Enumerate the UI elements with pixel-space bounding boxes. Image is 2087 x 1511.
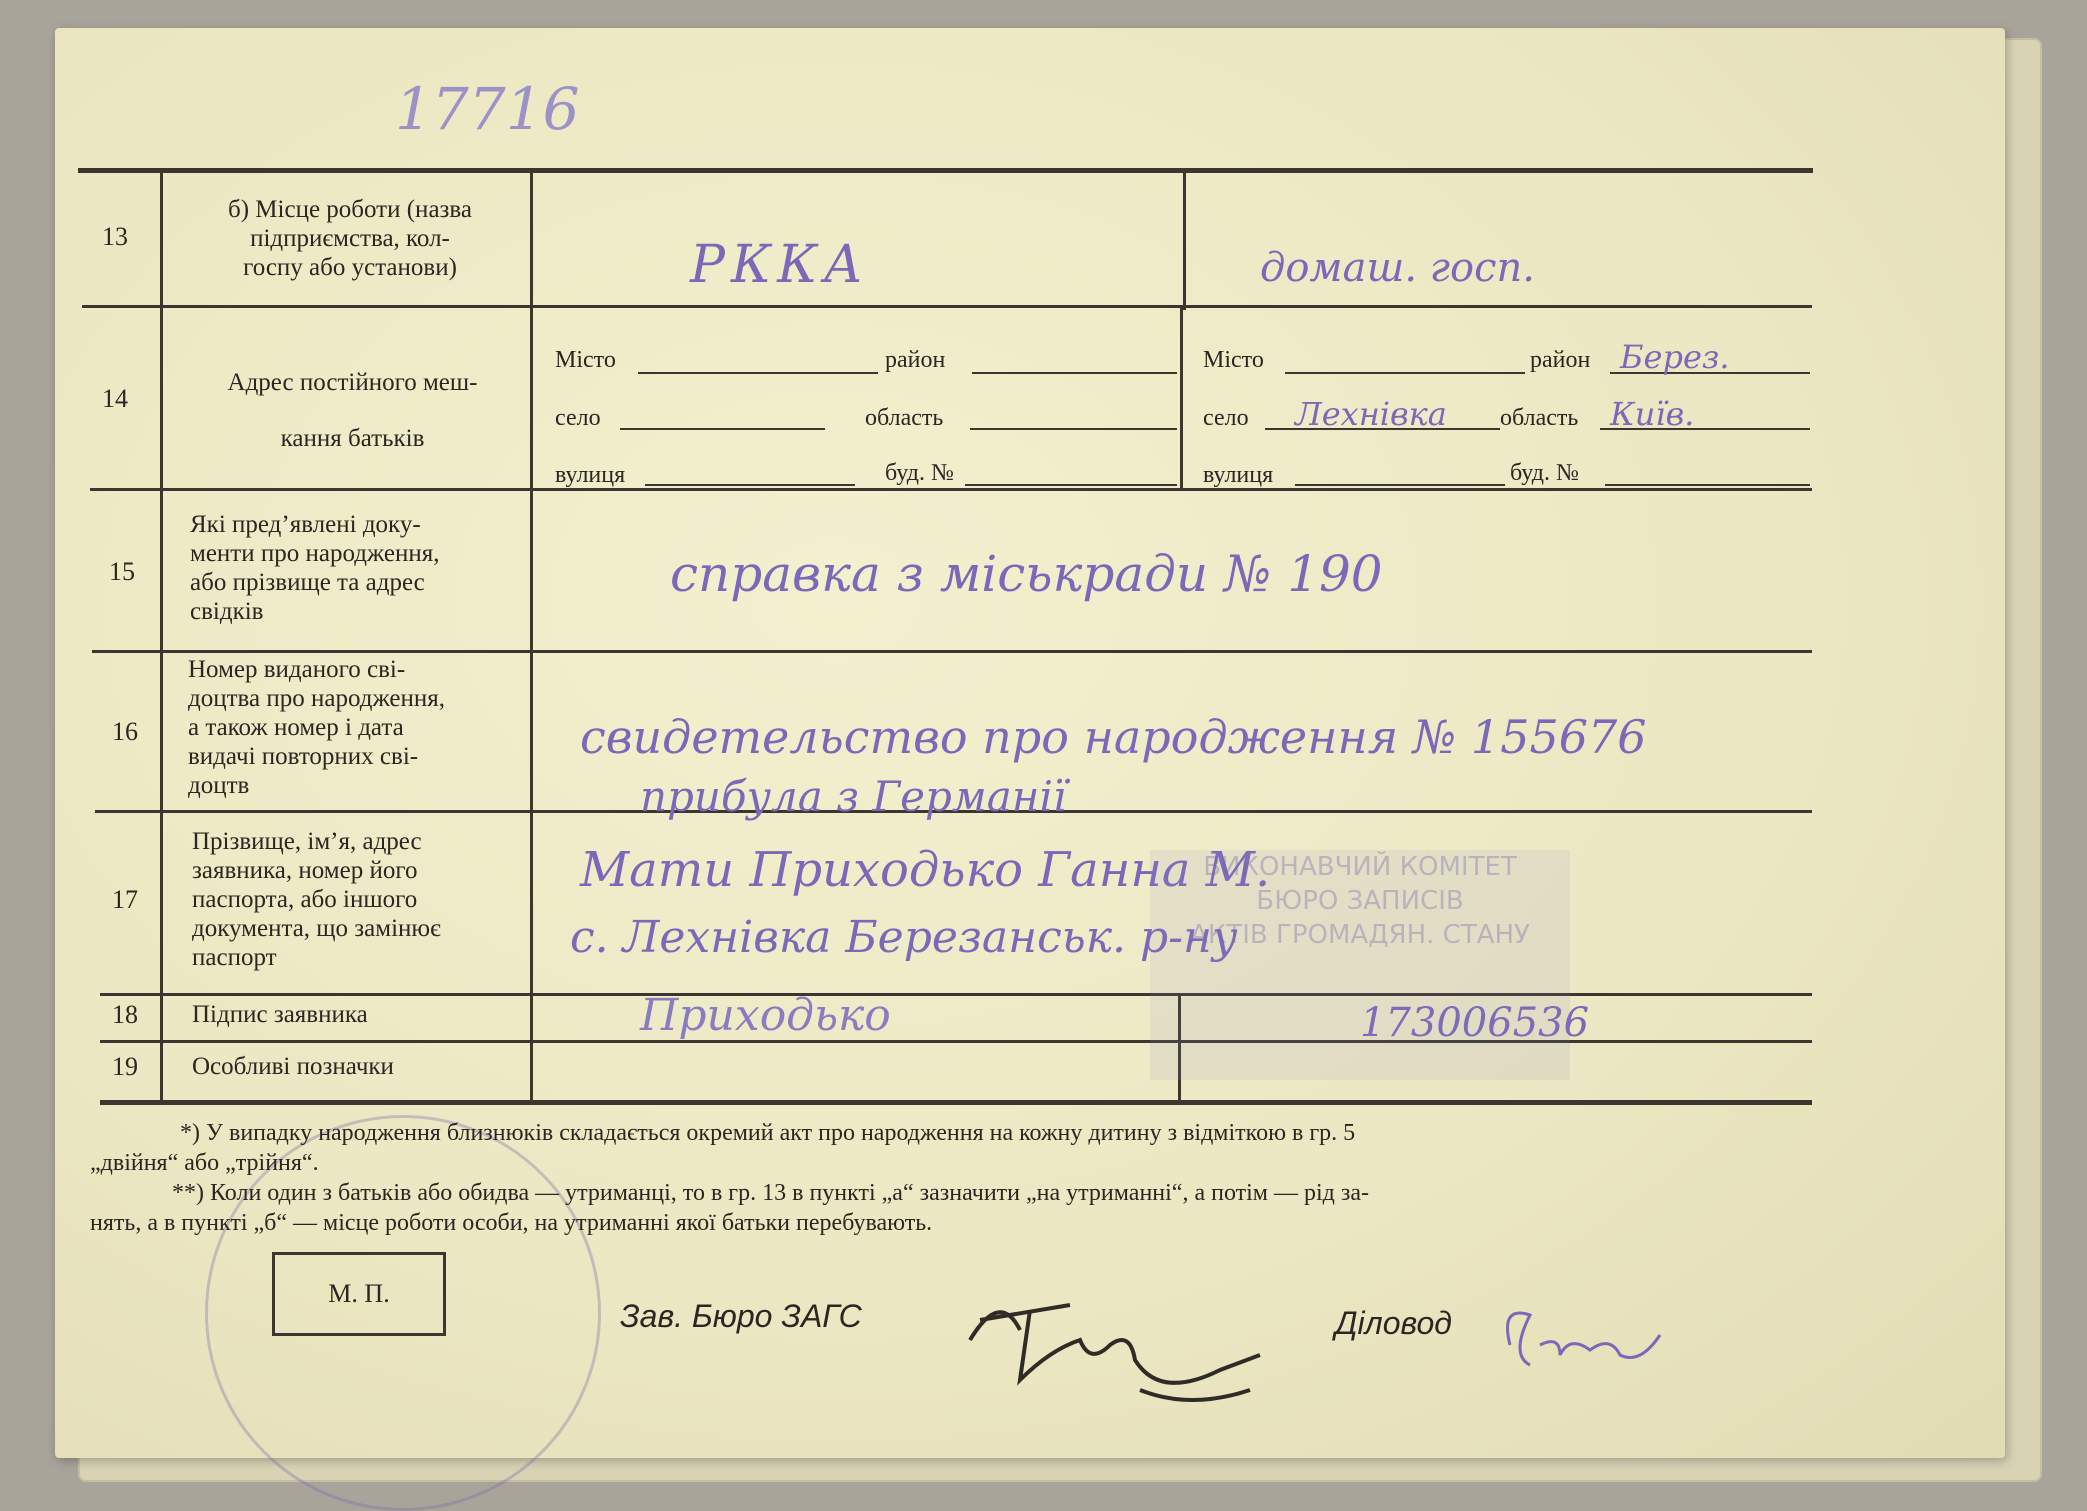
faint-official-stamp: ВИКОНАВЧИЙ КОМІТЕТ БЮРО ЗАПИСІВ АКТІВ ГРОМАДЯН. СТАНУ (1150, 850, 1570, 1080)
row-16-label: Номер виданого сві- доцтва про народження, а також номер і дата видачі повторних сві- доцтв (188, 656, 445, 799)
addr-left-house-label: буд. № (885, 460, 954, 486)
row-17-label: Прізвище, ім’я, адрес заявника, номер його паспорта, або іншого документа, що замінює паспорт (192, 828, 441, 971)
row-13-father-workplace: РККА (690, 235, 869, 295)
row-13-mother-workplace: домаш. госп. (1260, 245, 1535, 291)
head-label: Зав. Бюро ЗАГС (620, 1298, 862, 1334)
row-18-number-value: 173006536 (1360, 1000, 1590, 1046)
row-16-number: 16 (112, 717, 138, 746)
addr-right-street-label: вулиця (1203, 462, 1274, 488)
addr-left-district-label: район (885, 347, 946, 373)
row-15-number: 15 (109, 557, 135, 586)
archive-number: 17716 (395, 75, 580, 143)
addr-right-district-value: Берез. (1620, 338, 1730, 376)
row-16-value-line1: свидетельство про народження № 155676 (580, 710, 1647, 764)
clerk-label: Діловод (1335, 1305, 1452, 1341)
addr-right-region-value: Київ. (1610, 395, 1695, 433)
row-17-value-line2: с. Лехнівка Березанськ. р-ну (570, 912, 1238, 963)
addr-right-house-label: буд. № (1510, 460, 1579, 486)
addr-left-street-label: вулиця (555, 462, 626, 488)
row-14-number: 14 (102, 384, 128, 413)
row-19-number: 19 (112, 1052, 138, 1081)
seal-place-box (272, 1252, 446, 1336)
head-signature (960, 1270, 1340, 1420)
row-19-label: Особливі позначки (192, 1053, 394, 1080)
footnote-2-cont: нять, а в пункті „б“ — місце роботи особи, на утриманні якої батьки перебувають. (90, 1210, 933, 1236)
row-14-label: Адрес постійного меш- кання батьків (227, 369, 478, 452)
addr-left-region-label: область (865, 405, 944, 431)
row-13-label: б) Місце роботи (назва підприємства, кол- госпу або установи) (228, 196, 472, 281)
footnote-1-cont: „двійня“ або „трійня“. (90, 1150, 319, 1176)
row-16-value-line2: прибула з Германії (640, 772, 1067, 821)
addr-right-district-label: район (1530, 347, 1591, 373)
table-top-rule (78, 168, 1813, 173)
row-15-label: Які пред’явлені доку- менти про народження, або прізвище та адрес свідків (190, 511, 440, 625)
table-bottom-rule (100, 1100, 1812, 1105)
addr-right-region-label: область (1500, 405, 1579, 431)
addr-right-village-label: село (1203, 405, 1249, 431)
row-17-value-line1: Мати Приходько Ганна М. (580, 842, 1271, 898)
seal-place-label: М. П. (328, 1279, 390, 1308)
footnote-2: **) Коли один з батьків або обидва — утриманці, то в гр. 13 в пункті „а“ зазначити „на утриманні“, а потім — рід за- (172, 1180, 1369, 1206)
addr-right-village-value: Лехнівка (1295, 395, 1447, 433)
row-18-label: Підпис заявника (192, 1001, 368, 1028)
addr-right-city-label: Місто (1203, 347, 1264, 373)
row-17-number: 17 (112, 885, 138, 914)
row-15-value: справка з міськради № 190 (670, 545, 1383, 603)
addr-left-village-label: село (555, 405, 601, 431)
clerk-signature (1490, 1295, 1670, 1395)
row-13-number: 13 (102, 222, 128, 251)
footnote-1: *) У випадку народження близнюків складається окремий акт про народження на кожну дитину з відміткою в гр. 5 (180, 1120, 1356, 1146)
addr-left-city-label: Місто (555, 347, 616, 373)
applicant-signature: Приходько (640, 990, 891, 1041)
row-18-number: 18 (112, 1000, 138, 1029)
